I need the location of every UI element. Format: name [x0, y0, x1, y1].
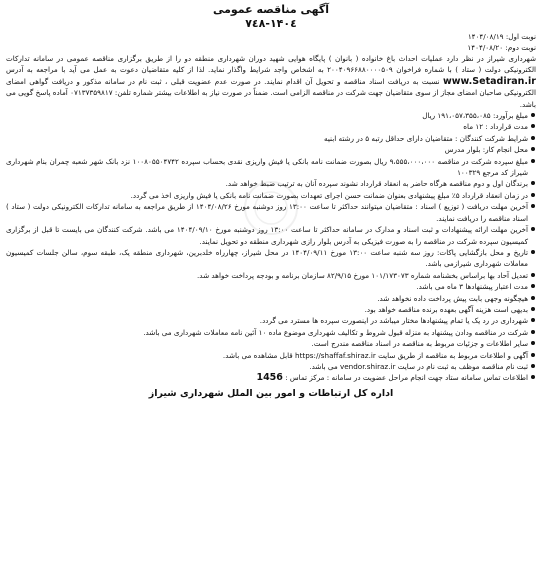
list-item: در زمان انعقاد قرارداد ۵٪ مبلغ پیشنهادی بعنوان ضمانت حسن اجرای تعهدات بصورت ضمانت نامه بانکی یا فیش واریزی اخذ می گردد.	[6, 190, 536, 201]
list-item: محل انجام کار: بلوار مدرس	[6, 144, 536, 155]
list-item: مبلغ سپرده شرکت در مناقصه ۹،۵۵۵،۰۰۰،۰۰۰ ریال بصورت ضمانت نامه بانکی یا فیش واریزی نقدی بحساب سپرده ۱۰۰۸۰۵۵۰۴۷۴۲ نزد بانک شهر شعبه چمران بنام شهرداری شیراز کد مرجع ۱۰۰۳۲۹	[6, 156, 536, 179]
publish-date-second: نوبت دوم: ۱۴۰۴/۰۸/۲۰	[467, 43, 536, 52]
list-item: تعدیل آحاد بها براساس بخشنامه شماره ۱۰۱/۱۷۳۰۷۳ مورخ ۸۲/۹/۱۵ سازمان برنامه و بودجه پرداخت خواهد شد.	[6, 270, 536, 281]
list-item: ثبت نام مناقصه موظف به ثبت نام در سایت vendor.shiraz.ir می باشد.	[6, 361, 536, 372]
list-item: مدت اعتبار پیشنهادها ۳ ماه می باشد.	[6, 281, 536, 292]
notice-intro	[6, 53, 536, 110]
tender-notice	[6, 3, 536, 573]
list-item: آخرین مهلت ارائه پیشنهادات و ثبت اسناد و مدارک در سامانه حداکثر تا ساعت ۱۳:۰۰ روز دوشنبه مورخ ۱۴۰۴/۰۹/۱۰ می باشد. شرکت کنندگان می بایست تا قبل از برگزاری کمیسیون سپرده شرکت در مناقصه را به صورت فیزیکی به آدرس بلوار رازی شهرداری منطقه دو تحویل نمایند.	[6, 224, 536, 247]
list-item: برندگان اول و دوم مناقصه هرگاه حاضر به انعقاد قرارداد نشوند سپرده آنان به ترتیب ضبط خواهد شد.	[6, 178, 536, 189]
setad-website-link[interactable]: www.Setadiran.ir	[442, 75, 536, 87]
list-item: شهرداری در رد یک یا تمام پیشنهادها مختار میباشد در اینصورت سپرده ها مسترد می گردد.	[6, 315, 536, 326]
contact-label: اطلاعات تماس سامانه ستاد جهت انجام مراحل عضویت در سامانه : مرکز تماس :	[285, 373, 528, 383]
tender-conditions-list	[6, 110, 536, 384]
list-item: هیچگونه وجهی بابت پیش پرداخت داده نخواهد شد.	[6, 293, 536, 304]
publish-date-first: نوبت اول: ۱۴۰۴/۰۸/۱۹	[467, 32, 536, 41]
issuer-signature: اداره کل ارتباطات و امور بین الملل شهرداری شیراز	[148, 387, 394, 399]
list-item: شرکت در مناقصه ودادن پیشنهاد به منزله قبول شروط و تکالیف شهرداری موضوع ماده ۱۰ آئین نامه معاملات شهرداری می باشد.	[6, 327, 536, 338]
list-item-contact	[6, 372, 536, 383]
list-item: آخرین مهلت دریافت ( توزیع ) اسناد : متقاضیان میتوانند حداکثر تا ساعت ۱۳:۰۰ روز دوشنبه مورخ ۱۴۰۴/۰۸/۲۶ از طریق مراجعه به سامانه تدارکات الکترونیکی دولت ( ستاد ) اسناد مناقصه را دریافت نمایند.	[6, 201, 536, 224]
list-item: مبلغ برآورد: ۱۹۱،۰۵۷،۳۵۵،۰۸۵ ریال	[6, 110, 536, 121]
list-item: آگهی و اطلاعات مربوط به مناقصه از طریق سایت https://shaffaf.shiraz.ir قابل مشاهده می باشد.	[6, 350, 536, 361]
list-item: شرایط شرکت کنندگان : متقاضیان دارای حداقل رتبه ۵ در رشته ابنیه	[6, 133, 536, 144]
contact-phone[interactable]: 1456	[256, 372, 283, 384]
list-item: تاریخ و محل بازگشایی پاکات: روز سه شنبه ساعت ۱۳:۰۰ مورخ ۱۴۰۴/۰۹/۱۱ در محل شیراز، چهارراه خلدبرین، شهرداری منطقه یک، طبقه سوم، سالن جلسات کمیسیون معاملات شهرداری شیرازمی باشد.	[6, 247, 536, 270]
list-item: سایر اطلاعات و جزئیات مربوط به مناقصه در اسناد مناقصه مندرج است.	[6, 338, 536, 349]
intro-text-part2: نسبت به دریافت اسناد مناقصه و تحویل آن اقدام نمایند. در صورت عدم عضویت قبلی ، ثبت نام در سامانه مذکور و دریافت گواهی امضای الکترونیکی صاحبان امضای مجاز از سوی متقاضیان جهت شرکت در مناقصه الزامی است. ضمناً در صورت نیاز به اطلاعات بیشتر شماره تلفن: ۰۷۱۳۷۳۵۹۸۱۷ آماده پاسخ گویی می باشد.	[6, 76, 536, 109]
list-item: بدیهی است هزینه آگهی بعهده برنده مناقصه خواهد بود.	[6, 304, 536, 315]
intro-text-part1: شهرداری شیراز در نظر دارد عملیات احداث باغ خانواده ( بانوان ) پایگاه هوایی شهید دوران شهرداری منطقه دو را از طریق برگزاری مناقصه عمومی در سامانه تدارکات الکترونیکی دولت ( ستاد ) با شماره فراخوان ۲۰۰۴۰۹۶۶۸۸۰۰۰۰۵۰۹ به اشخاص واجد شرایط واگذار نماید. لذا از کلیه متقاضیان دعوت به عمل می آید با مراجعه به آدرس	[6, 54, 537, 75]
notice-number: ۱۴۰٤-٧٤٨	[245, 17, 297, 30]
notice-title: آگهی مناقصه عمومی	[212, 3, 330, 16]
list-item: مدت قرارداد : ۱۲ ماه	[6, 121, 536, 132]
